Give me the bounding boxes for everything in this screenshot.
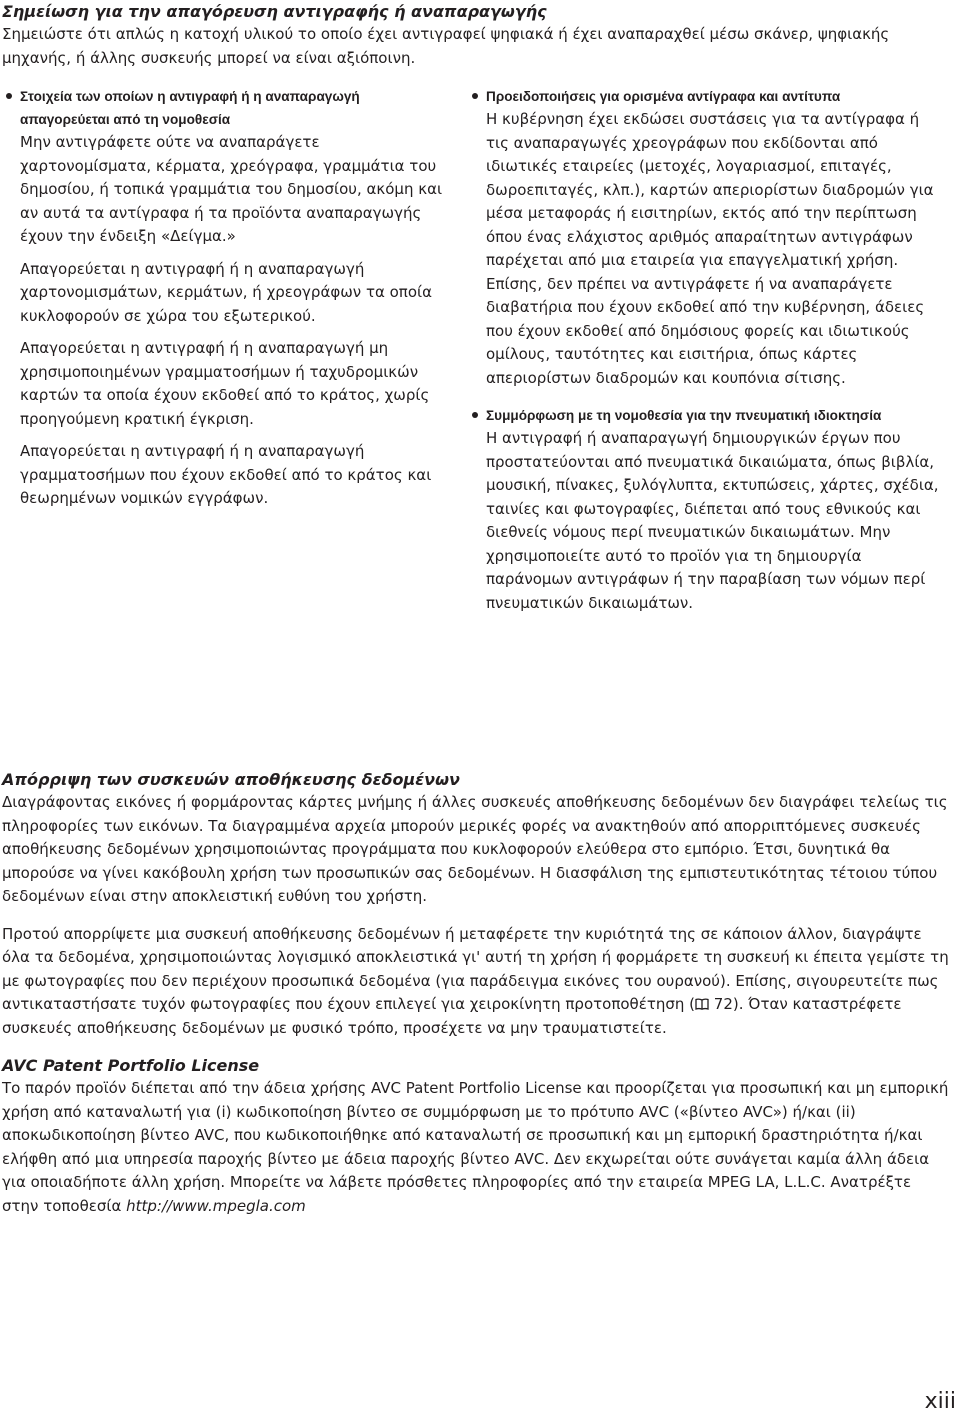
prohibited-items-column [4,85,448,511]
warnings-text: Η κυβέρνηση έχει εκδώσει συστάσεις για τα αντίγραφα ή τις αναπαραγωγές χρεογράφων που εκδίδονται από ιδιωτικές εταιρείες (μετοχές, λογαριασμοί, επιταγές, δωροεπιταγές, κλπ.), καρτών απεριορίστων διαδρομών για μέσα μεταφοράς ή εισιτηρίων, εκτός από την περίπτωση όπου ένας ελάχιστος αριθμός απαραίτητων αντιγράφων παρέχεται από μια εταιρεία για επαγγελματική χρήση. Επίσης, δεν πρέπει να αντιγράφετε ή να αναπαράγετε διαβατήρια που έχουν εκδοθεί από την κυβέρνηση, άδειες που έχουν εκδοθεί από δημόσιους φορείς και ιδιωτικούς ομίλους, ταυτότητες και εισιτήρια, όπως κάρτες απεριορίστων διαδρομών και κουπόνια σίτισης. [486,110,934,387]
prohibited-paragraph-3: Απαγορεύεται η αντιγραφή ή η αναπαραγωγή μη χρησιμοποιημένων γραμματοσήμων ή ταχυδρομικών καρτών τα οποία έχουν εκδοθεί από το κράτος, χωρίς προηγούμενη κρατική έγκριση. [20,339,430,428]
disposal-title: Απόρριψη των συσκευών αποθήκευσης δεδομένων [2,770,460,789]
disposal-and-license-section [2,768,952,1218]
copy-notice-title: Σημείωση για την απαγόρευση αντιγραφής ή αναπαραγωγής [2,2,547,21]
warnings-heading: Προειδοποιήσεις για ορισμένα αντίγραφα και αντίτυπα [486,89,841,104]
copy-notice-text: Σημειώστε ότι απλώς η κατοχή υλικού το οποίο έχει αντιγραφεί ψηφιακά ή έχει αναπαραχθεί μέσω σκάνερ, ψηφιακής μηχανής, ή άλλης συσκευής μπορεί να είναι αξιόποινη. [2,25,890,67]
avc-license-title: AVC Patent Portfolio License [2,1056,260,1075]
copyright-heading: Συμμόρφωση με τη νομοθεσία για την πνευματική ιδιοκτησία [486,408,882,423]
warnings-bullet [470,85,940,390]
avc-license-text [2,1077,952,1218]
prohibited-paragraph-4: Απαγορεύεται η αντιγραφή ή η αναπαραγωγή γραμματοσήμων που έχουν εκδοθεί από το κράτος και θεωρημένων νομικών εγγράφων. [20,442,432,507]
warnings-column [470,85,940,615]
disposal-paragraph-2-end: ). Όταν καταστρέφετε συσκευές αποθήκευσης δεδομένων με φυσικό τρόπο, προσέχετε να μην τραυματιστείτε. [2,995,902,1037]
copyright-text: Η αντιγραφή ή αναπαραγωγή δημιουργικών έργων που προστατεύονται από πνευματικά δικαιώματα, όπως βιβλία, μουσική, πίνακες, ξυλόγλυπτα, εκτυπώσεις, χάρτες, σχέδια, ταινίες και φωτογραφίες, διέπεται από τους εθνικούς και διεθνείς νόμους περί πνευματικών δικαιωμάτων. Μην χρησιμοποιείτε αυτό το προϊόν για τη δημιουργία παράνομων αντιγράφων ή την παραβίαση των νόμων περί πνευματικών δικαιωμάτων. [486,429,939,612]
mpegla-url-link[interactable]: http://www.mpegla.com [126,1196,306,1215]
avc-license-body: Το παρόν προϊόν διέπεται από την άδεια χρήσης AVC Patent Portfolio License και προορίζεται για προσωπική και μη εμπορική χρήση από καταναλωτή για (i) κωδικοποίηση βίντεο σε συμμόρφωση με το πρότυπο AVC («βίντεο AVC») ή/και (ii) αποκωδικοποίηση βίντεο AVC, που κωδικοποιήθηκε από καταναλωτή σε προσωπική και μη εμπορική δραστηριότητα ή/και ελήφθη από μια υπηρεσία παροχής βίντεο με άδεια παροχής βίντεο AVC. Δεν εκχωρείται ούτε συνάγεται καμία άλλη άδεια για οποιαδήποτε άλλη χρήση. Μπορείτε να λάβετε πρόσθετες πληροφορίες από την εταιρεία MPEG LA, L.L.C. Ανατρέξτε στην τοποθεσία [2,1079,949,1215]
prohibited-paragraph-1: Μην αντιγράφετε ούτε να αναπαράγετε χαρτονομίσματα, κέρματα, χρεόγραφα, γραμμάτια του δημοσίου, ή τοπικά γραμμάτια του δημοσίου, ακόμη και αν αυτά τα αντίγραφα ή τα προϊόντα αναπαραγωγής έχουν την ένδειξη «Δείγμα.» [20,133,443,245]
prohibited-items-bullet [4,85,448,511]
disposal-paragraph-1: Διαγράφοντας εικόνες ή φορμάροντας κάρτες μνήμης ή άλλες συσκευές αποθήκευσης δεδομένων δεν διαγράφει τελείως τις πληροφορίες των εικόνων. Τα διαγραμμένα αρχεία μπορούν μερικές φορές να ανακτηθούν από απορριπτόμενες συσκευές αποθήκευσης δεδομένων χρησιμοποιώντας προγράμματα που κυκλοφορούν ελεύθερα στο εμπόριο. Έτσι, δυνητικά θα μπορούσε να γίνει κακόβουλη χρήση των προσωπικών σας δεδομένων. Η διασφάλιση της εμπιστευτικότητας τέτοιου τύπου δεδομένων είναι στην αποκλειστική ευθύνη του χρήστη. [2,793,948,905]
prohibited-paragraph-2: Απαγορεύεται η αντιγραφή ή η αναπαραγωγή χαρτονομισμάτων, κερμάτων, ή χρεογράφων τα οποία κυκλοφορούν σε χώρα του εξωτερικού. [20,259,432,325]
page-reference-link[interactable]: 72 [713,995,733,1013]
book-reference-icon [695,994,709,1006]
bullet-dot-icon [472,412,478,418]
bullet-dot-icon [6,93,12,99]
prohibited-items-heading: Στοιχεία των οποίων η αντιγραφή ή η αναπαραγωγή απαγορεύεται από τη νομοθεσία [20,89,360,127]
copy-notice-section [2,0,952,70]
disposal-paragraph-2-start: Προτού απορρίψετε μια συσκευή αποθήκευσης δεδομένων ή μεταφέρετε την κυριότητά της σε κάποιον άλλον, διαγράψτε όλα τα δεδομένα, χρησιμοποιώντας λογισμικό αποκλειστικά γι' αυτή τη χρήση ή φορμάρετε τη συσκευή κι έπειτα γεμίστε τη με φωτογραφίες που δεν περιέχουν προσωπικά δεδομένα (για παράδειγμα εικόνες του ουρανού). Επίσης, σιγουρευτείτε πως αντικαταστήσατε τυχόν φωτογραφίες που έχουν επιλεγεί για χειροκίνητη προτοποθέτηση ( [2,924,949,1013]
disposal-paragraph-2 [2,923,952,1041]
bullet-dot-icon [472,93,478,99]
copyright-bullet [470,404,940,615]
page-number: xiii [924,1389,956,1414]
